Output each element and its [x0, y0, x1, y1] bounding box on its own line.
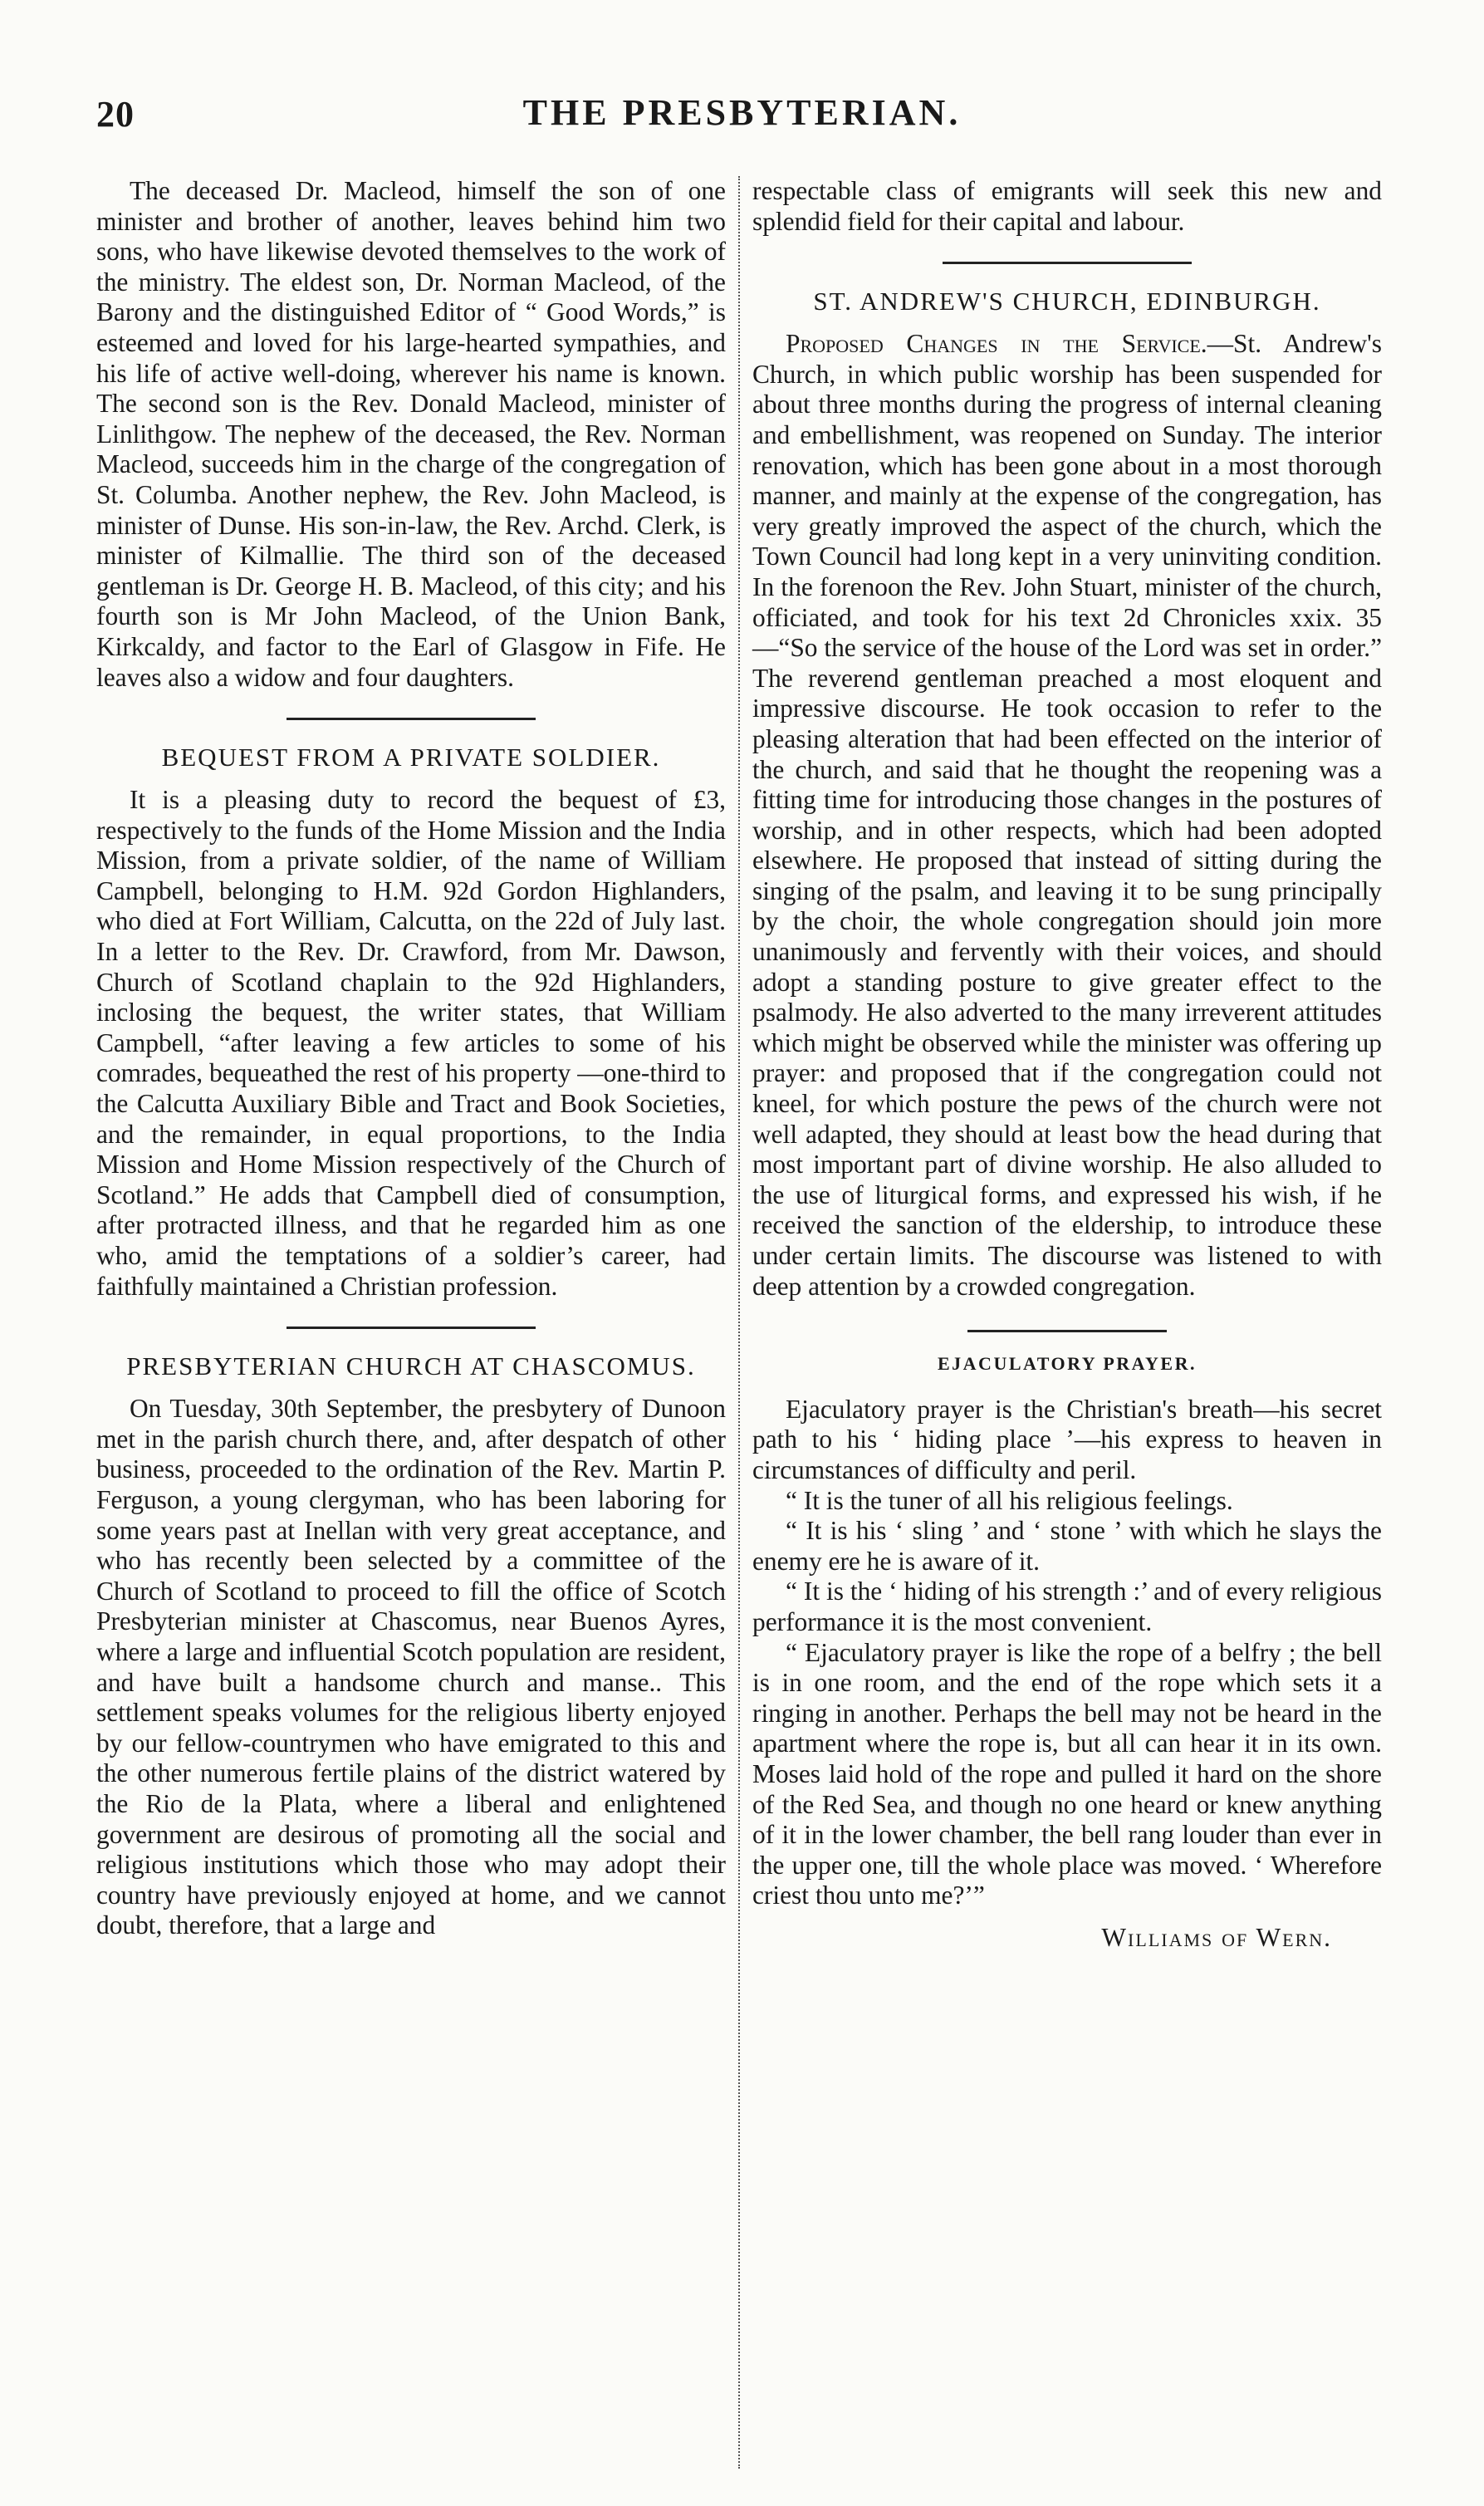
section-rule	[287, 1327, 536, 1329]
section-rule	[967, 1330, 1167, 1332]
bequest-paragraph: It is a pleasing duty to record the bequest of £3, respectively to the funds of the Home Mission and the India Mission, from a private soldier, of the name of William Campbell, belonging to H.M. 92d Gordon Highlanders, who died at Fort William, Calcutta, on the 22d of July last. In a letter to the Rev. Dr. Crawford, from Mr. Dawson, Church of Scotland chaplain to the 92d Highlanders, inclosing the bequest, the writer states, that William Campbell, “after leaving a few articles to some of his comrades, bequeathed the rest of his property —one-third to the Calcutta Auxiliary Bible and Tract and Book Societies, and the remainder, in equal proportions, to the India Mission and Home Mission respectively of the Church of Scotland.” He adds that Campbell died of consumption, after protracted illness, and that he regarded him as one who, amid the temptations of a soldier’s career, had faithfully maintained a Christian profession.	[96, 785, 726, 1301]
running-title: THE PRESBYTERIAN.	[522, 92, 962, 133]
st-andrews-heading: ST. ANDREW'S CHURCH, EDINBURGH.	[813, 287, 1321, 316]
st-andrews-lead: Proposed Changes in the Service.	[786, 329, 1207, 359]
section-rule	[287, 718, 536, 720]
ejaculatory-prayer-heading: EJACULATORY PRAYER.	[938, 1353, 1197, 1375]
chascomus-heading: PRESBYTERIAN CHURCH AT CHASCOMUS.	[126, 1351, 696, 1381]
prayer-paragraph-3: “ It is his ‘ sling ’ and ‘ stone ’ with which he slays the enemy ere he is aware of it.	[752, 1516, 1382, 1576]
prayer-signature: Williams of Wern.	[1101, 1922, 1332, 1952]
prayer-paragraph-5: “ Ejaculatory prayer is like the rope of a belfry ; the bell is in one room, and the end of the rope which sets it a ringing in another. Perhaps the bell may not be heard in the apartment where the rope is, but all can hear it in its own. Moses laid hold of the rope and pulled it hard on the shore of the Red Sea, and though no one heard or knew anything of it in the lower chamber, the bell rang louder than ever in the upper one, till the whole place was moved. ‘ Wherefore criest thou unto me?’”	[752, 1637, 1382, 1910]
prayer-paragraph-4: “ It is the ‘ hiding of his strength :’ and of every religious performance it is the most convenient.	[752, 1577, 1382, 1636]
section-rule	[943, 262, 1192, 264]
left-column	[96, 176, 726, 1941]
column-divider	[738, 176, 740, 2469]
macleod-obituary-paragraph: The deceased Dr. Macleod, himself the son of one minister and brother of another, leaves behind him two sons, who have likewise devoted themselves to the work of the ministry. The eldest son, Dr. Norman Macleod, of the Barony and the distinguished Editor of “ Good Words,” is esteemed and loved for his large-hearted sympathies, and his life of active well-doing, wherever his name is known. The second son is the Rev. Donald Macleod, minister of Linlithgow. The nephew of the deceased, the Rev. Norman Macleod, succeeds him in the charge of the congregation of St. Columba. Another nephew, the Rev. John Macleod, is minister of Dunse. His son-in-law, the Rev. Archd. Clerk, is minister of Kilmallie. The third son of the deceased gentleman is Dr. George H. B. Macleod, of this city; and his fourth son is Mr John Macleod, of the Union Bank, Kirkcaldy, and factor to the Earl of Glasgow in Fife. He leaves also a widow and four daughters.	[96, 176, 726, 692]
st-andrews-body: —St. Andrew's Church, in which public worship has been suspended for about three months during the progress of internal cleaning and embellishment, was reopened on Sunday. The interior renovation, which has been gone about in a most thorough manner, and mainly at the expense of the congregation, has very greatly improved the aspect of the church, which the Town Council had long kept in a very uninviting condition. In the forenoon the Rev. John Stuart, minister of the church, officiated, and took for his text 2d Chronicles xxix. 35—“So the service of the house of the Lord was set in order.” The reverend gentleman preached a most eloquent and impressive discourse. He took occasion to refer to the pleasing alteration that had been effected on the interior of the church, and said that he thought the reopening was a fitting time for introducing those changes in the postures of worship, and in other respects, which had been adopted elsewhere. He proposed that instead of sitting during the singing of the psalm, and leaving it to be sung principally by the choir, the whole congregation should join more unanimously and fervently with their voices, and should adopt a standing posture to give greater effect to the psalmody. He also adverted to the many irreverent attitudes which might be observed while the minister was offering up prayer: and proposed that if the congregation could not kneel, for which posture the pews of the church were not well adapted, they should at least bow the head during that most important part of divine worship. He also alluded to the use of liturgical forms, and expressed his wish, if he received the sanction of the eldership, to introduce these under certain limits. The discourse was listened to with deep attention by a crowded congregation.	[752, 329, 1382, 1301]
page-number: 20	[96, 94, 135, 135]
chascomus-paragraph: On Tuesday, 30th September, the presbytery of Dunoon met in the parish church there, and, after despatch of other business, proceeded to the ordination of the Rev. Martin P. Ferguson, a young clergyman, who has been laboring for some years past at Inellan with very great acceptance, and who has recently been selected by a committee of the Church of Scotland to proceed to fill the office of Scotch Presbyterian minister at Chascomus, near Buenos Ayres, where a large and influential Scotch population are resident, and have built a handsome church and manse.. This settlement speaks volumes for the religious liberty enjoyed by our fellow-countrymen who have emigrated to this and the other numerous fertile plains of the district watered by the Rio de la Plata, where a liberal and enlightened government are desirous of promoting all the social and religious institutions which those who may adopt their country have previously enjoyed at home, and we cannot doubt, therefore, that a large and	[96, 1394, 726, 1940]
bequest-heading: BEQUEST FROM A PRIVATE SOLDIER.	[161, 743, 661, 772]
prayer-paragraph-1: Ejaculatory prayer is the Christian's breath—his secret path to his ‘ hiding place ’—his express to heaven in circumstances of difficulty and peril.	[752, 1394, 1382, 1484]
right-column	[752, 176, 1382, 1953]
emigrants-continuation: respectable class of emigrants will seek this new and splendid field for their capital and labour.	[752, 176, 1382, 236]
prayer-paragraph-2: “ It is the tuner of all his religious feelings.	[786, 1485, 1233, 1515]
st-andrews-paragraph	[752, 329, 1382, 1302]
